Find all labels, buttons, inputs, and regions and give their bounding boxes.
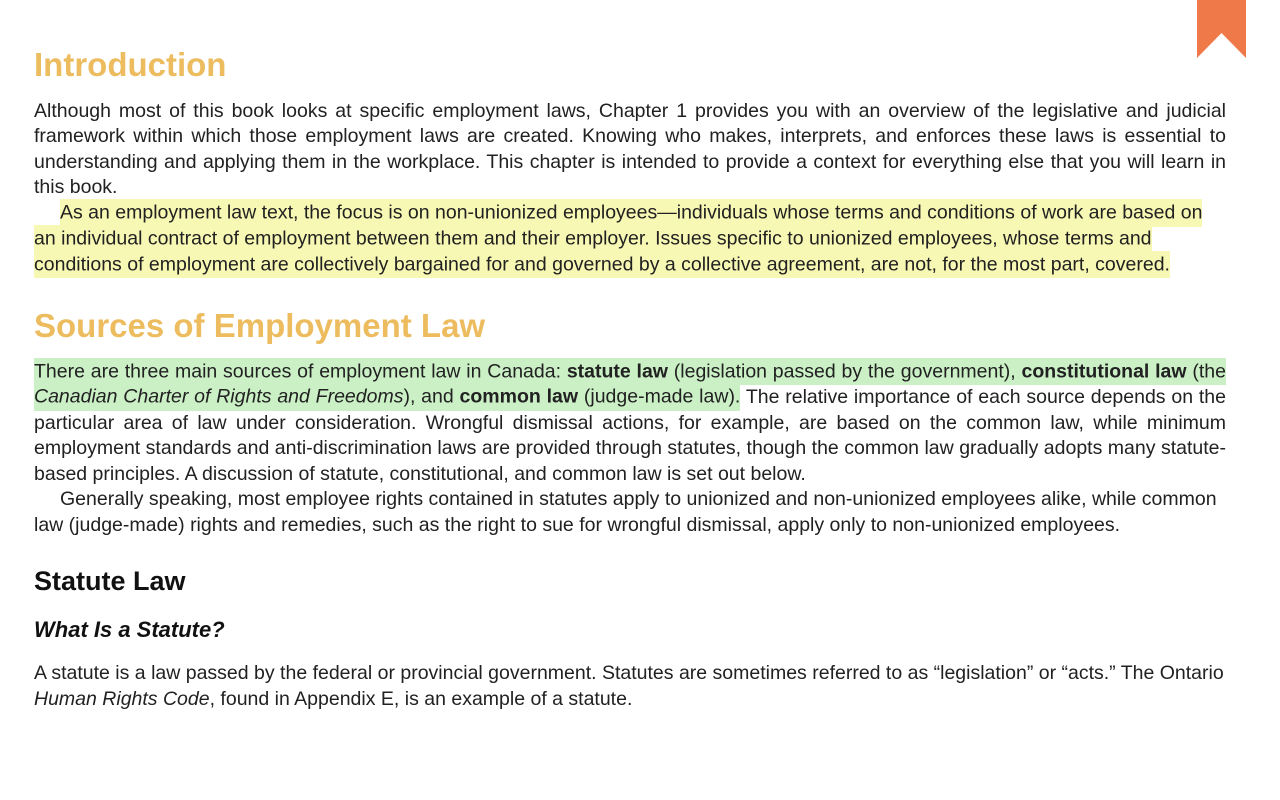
text-segment: , found in Appendix E, is an example of a statute. <box>209 687 633 710</box>
text-segment: (judge-made law). <box>578 385 741 408</box>
text-segment: (the <box>1186 360 1226 383</box>
yellow-highlight[interactable]: As an employment law text, the focus is on non-unionized employees—individuals whose terms and conditions of work are based on an individual contract of employment between them and their employer. Issues specific to unionized employees, whose terms and conditions of employment are collectively bargained for and governed by a collective agreement, are not, for the most part, covered. <box>34 199 1202 277</box>
text-segment: A statute is a law passed by the federal or provincial government. Statutes are sometimes referred to as “legislation” or “acts.” The Ontario <box>34 662 1224 685</box>
text-segment: There are three main sources of employment law in Canada: <box>34 360 567 383</box>
paragraph-three-sources <box>34 359 1226 487</box>
section-heading-sources-of-employment-law: Sources of Employment Law <box>34 306 486 344</box>
text-segment: ), and <box>403 385 460 408</box>
text-segment: The relative importance of each source depends on the particular area of law under consideration. Wrongful dismissal actions, for example, are based on the common law, while minimum employment standards and anti-discrimination laws are provided through statutes, though the common law gradually adopts many statute-based principles. A discussion of statute, constitutional, and common law is set out below. <box>34 385 1226 485</box>
term-common-law: common law <box>459 385 579 408</box>
title-canadian-charter: Canadian Charter of Rights and Freedoms <box>34 385 404 408</box>
section-heading-introduction: Introduction <box>34 46 227 83</box>
paragraph-focus-non-unionized <box>34 201 1226 278</box>
paragraph-generally-speaking: Generally speaking, most employee rights contained in statutes apply to unionized and non-unionized employees alike, while common law (judge-made) rights and remedies, such as the right to sue for wrongful dismissal, apply only to non-unionized employees. <box>34 488 1217 536</box>
subsection-heading-statute-law: Statute Law <box>34 565 186 596</box>
paragraph-statute-definition <box>34 661 1226 712</box>
text-segment: (legislation passed by the government), <box>667 360 1022 383</box>
term-statute-law: statute law <box>566 360 668 383</box>
subheading-what-is-a-statute: What Is a Statute? <box>34 616 225 642</box>
term-constitutional-law: constitutional law <box>1021 360 1187 383</box>
title-human-rights-code: Human Rights Code <box>34 687 210 710</box>
paragraph-intro-overview: Although most of this book looks at specific employment laws, Chapter 1 provides you with an overview of the legislative and judicial framework within which those employment laws are created. Knowing who makes, interprets, and enforces these laws is essential to understanding and applying them in the workplace. This chapter is intended to provide a context for everything else that you will learn in this book. <box>34 99 1226 199</box>
